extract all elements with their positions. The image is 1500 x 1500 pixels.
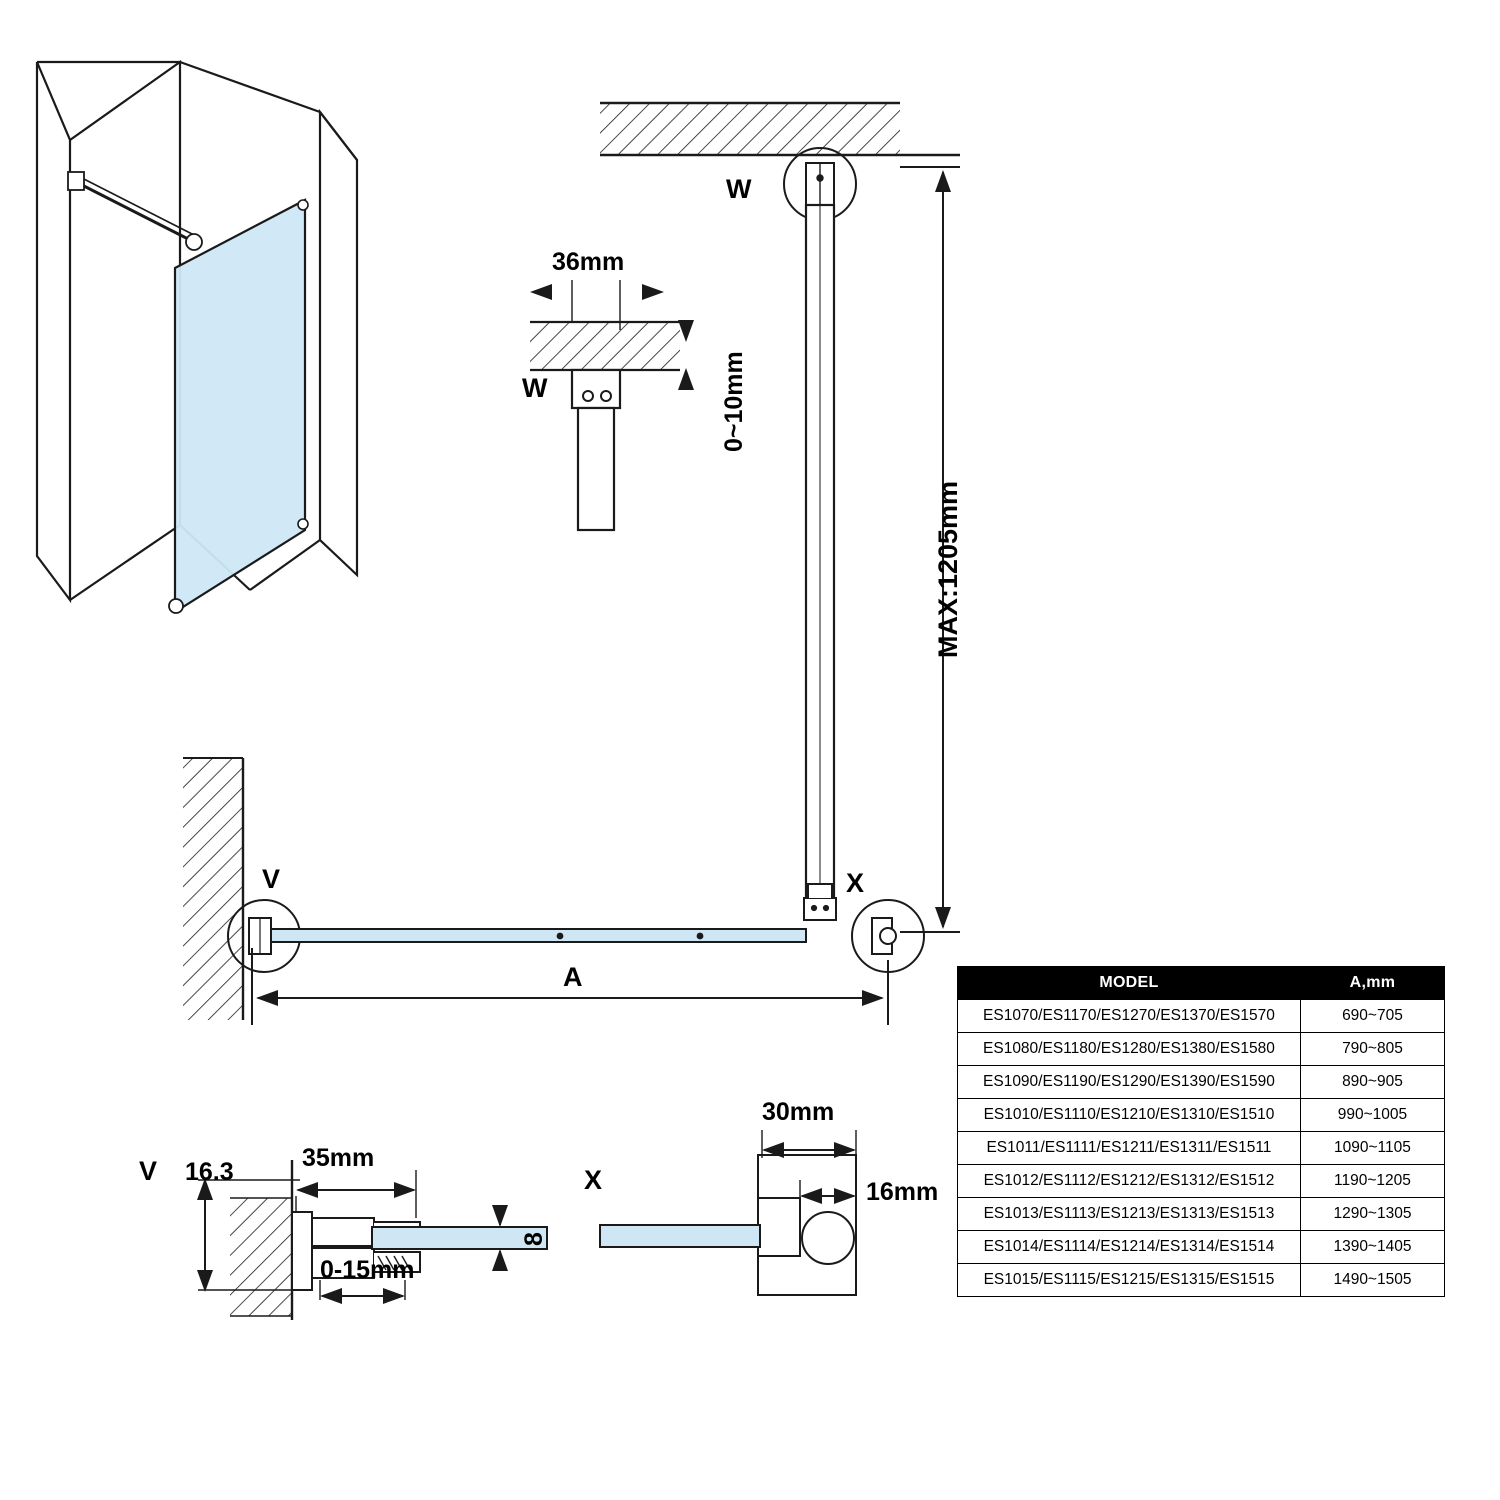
cell-dimension: 1190~1205 bbox=[1300, 1165, 1444, 1198]
table-row bbox=[958, 1033, 1445, 1066]
cell-model: ES1015/ES1115/ES1215/ES1315/ES1515 bbox=[958, 1264, 1301, 1297]
header-dimension: A,mm bbox=[1300, 967, 1444, 1000]
label-v-top: V bbox=[262, 864, 281, 894]
table-row bbox=[958, 1264, 1445, 1297]
label-w-detail: W bbox=[522, 373, 548, 403]
table-row bbox=[958, 1231, 1445, 1264]
dimension-16-3: 16.3 bbox=[185, 1158, 234, 1186]
ceiling-section bbox=[600, 103, 960, 155]
table-row bbox=[958, 1165, 1445, 1198]
table-row bbox=[958, 1132, 1445, 1165]
dimension-0-10mm: 0~10mm bbox=[720, 351, 748, 452]
cell-model: ES1080/ES1180/ES1280/ES1380/ES1580 bbox=[958, 1033, 1301, 1066]
cell-dimension: 990~1005 bbox=[1300, 1099, 1444, 1132]
vertical-support-bar bbox=[806, 205, 834, 900]
callout-x-circle-top bbox=[804, 884, 924, 972]
table-row bbox=[958, 1099, 1445, 1132]
detail-x-profile bbox=[600, 1130, 856, 1295]
cell-model: ES1011/ES1111/ES1211/ES1311/ES1511 bbox=[958, 1132, 1301, 1165]
dimension-36mm: 36mm bbox=[552, 248, 625, 276]
table-row bbox=[958, 1066, 1445, 1099]
dimension-a-label: A bbox=[563, 962, 583, 992]
detail-v-profile bbox=[198, 1160, 547, 1320]
cell-model: ES1012/ES1112/ES1212/ES1312/ES1512 bbox=[958, 1165, 1301, 1198]
cell-dimension: 690~705 bbox=[1300, 1000, 1444, 1033]
cell-model: ES1090/ES1190/ES1290/ES1390/ES1590 bbox=[958, 1066, 1301, 1099]
cell-model: ES1013/ES1113/ES1213/ES1313/ES1513 bbox=[958, 1198, 1301, 1231]
cell-model: ES1010/ES1110/ES1210/ES1310/ES1510 bbox=[958, 1099, 1301, 1132]
header-model: MODEL bbox=[958, 967, 1301, 1000]
table-row bbox=[958, 1000, 1445, 1033]
plan-view-wall bbox=[183, 758, 243, 1020]
cell-dimension: 1390~1405 bbox=[1300, 1231, 1444, 1264]
plan-view-glass bbox=[271, 929, 806, 942]
table-row bbox=[958, 1198, 1445, 1231]
cell-model: ES1070/ES1170/ES1270/ES1370/ES1570 bbox=[958, 1000, 1301, 1033]
detail-w-bracket bbox=[530, 280, 700, 530]
model-dimension-table bbox=[957, 966, 1445, 1297]
dimension-30mm: 30mm bbox=[762, 1098, 835, 1126]
dimension-glass-thickness: 8 bbox=[520, 1232, 548, 1246]
cell-dimension: 1090~1105 bbox=[1300, 1132, 1444, 1165]
dimension-16mm: 16mm bbox=[866, 1178, 939, 1206]
dimension-35mm: 35mm bbox=[302, 1144, 375, 1172]
iso-perspective-view bbox=[37, 62, 357, 613]
cell-dimension: 890~905 bbox=[1300, 1066, 1444, 1099]
label-w-top: W bbox=[726, 174, 752, 204]
cell-dimension: 1490~1505 bbox=[1300, 1264, 1444, 1297]
dimension-max-height-label: MAX:1205mm bbox=[933, 480, 963, 658]
cell-dimension: 1290~1305 bbox=[1300, 1198, 1444, 1231]
cell-model: ES1014/ES1114/ES1214/ES1314/ES1514 bbox=[958, 1231, 1301, 1264]
dimension-0-15mm: 0-15mm bbox=[320, 1256, 415, 1284]
table-header-row bbox=[958, 967, 1445, 1000]
label-x-detail: X bbox=[584, 1165, 603, 1195]
label-x-top: X bbox=[846, 868, 865, 898]
label-v-detail: V bbox=[139, 1156, 158, 1186]
cell-dimension: 790~805 bbox=[1300, 1033, 1444, 1066]
